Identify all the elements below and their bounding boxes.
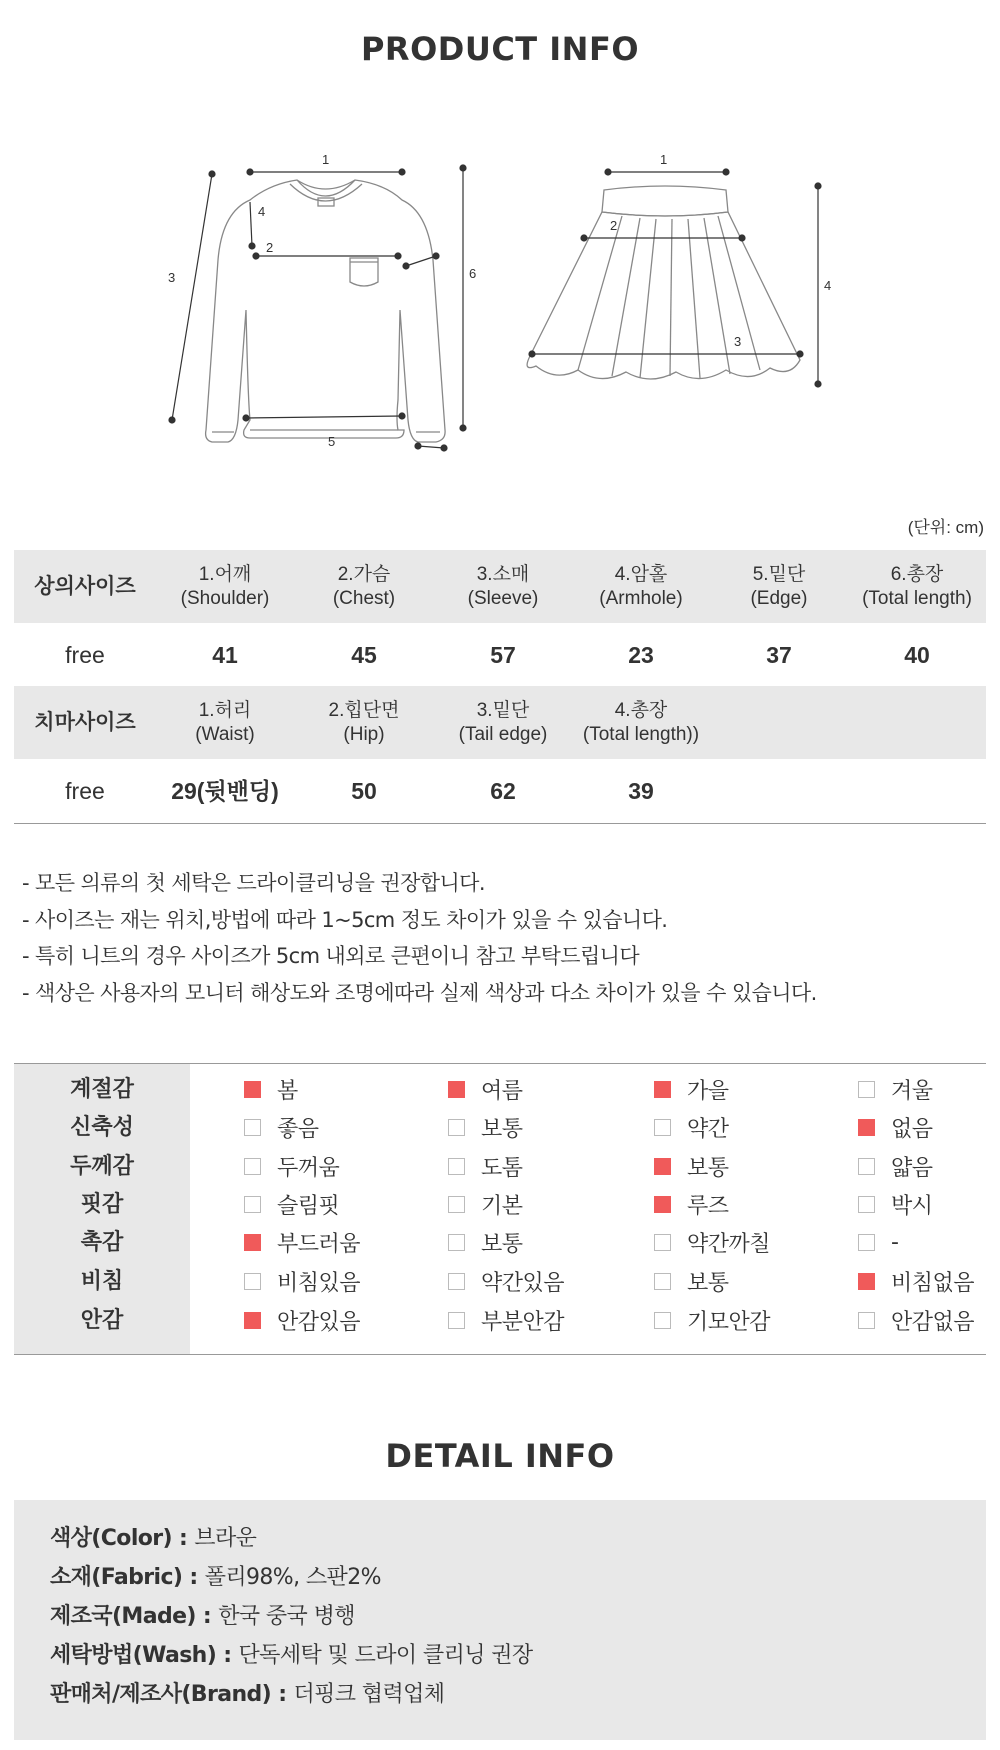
attribute-option[interactable] <box>858 1070 933 1109</box>
detail-value: 브라운 <box>194 1526 257 1551</box>
top-size-name: 상의사이즈 <box>34 574 136 598</box>
unchecked-checkbox[interactable] <box>858 1196 875 1213</box>
detail-key: 세탁방법(Wash) : <box>50 1643 239 1668</box>
attribute-option[interactable] <box>244 1223 360 1262</box>
detail-made <box>50 1602 355 1632</box>
attribute-option-label: 약간까칠 <box>687 1232 771 1257</box>
attribute-table <box>14 1064 986 1354</box>
top-label-4: 4 <box>258 204 266 219</box>
attribute-option-label: 겨울 <box>891 1079 933 1104</box>
attribute-option[interactable] <box>244 1147 339 1186</box>
unchecked-checkbox[interactable] <box>654 1234 671 1251</box>
attribute-option[interactable] <box>858 1185 933 1224</box>
unchecked-checkbox[interactable] <box>858 1312 875 1329</box>
divider <box>14 1354 986 1355</box>
skirt-label-4: 4 <box>824 278 832 293</box>
attribute-option[interactable] <box>654 1147 729 1186</box>
attribute-option-label: 비침있음 <box>277 1271 361 1296</box>
detail-value: 폴리98%, 스판2% <box>204 1565 381 1590</box>
measurement-diagram <box>0 120 1000 480</box>
top-size-table <box>14 550 986 687</box>
unchecked-checkbox[interactable] <box>448 1273 465 1290</box>
skirt-size-value: 50 <box>351 778 377 804</box>
attribute-row <box>14 1301 986 1340</box>
attribute-option[interactable] <box>448 1223 523 1262</box>
top-size-value: 23 <box>628 642 654 668</box>
attribute-option[interactable] <box>448 1301 564 1340</box>
col-en: (Total length)) <box>582 723 700 745</box>
attribute-option-label: 두꺼움 <box>277 1156 340 1181</box>
attribute-option[interactable] <box>858 1147 933 1186</box>
col-num: 5.밑단 <box>752 563 806 585</box>
top-label-5: 5 <box>328 434 336 449</box>
attribute-row <box>14 1147 986 1186</box>
top-size-value-row <box>14 623 986 687</box>
checked-checkbox[interactable] <box>654 1196 671 1213</box>
unchecked-checkbox[interactable] <box>654 1312 671 1329</box>
attribute-name: 계절감 <box>70 1077 134 1102</box>
top-size-col-chest <box>294 563 434 611</box>
attribute-name: 핏감 <box>80 1192 124 1217</box>
checked-checkbox[interactable] <box>858 1119 875 1136</box>
col-en: (Tail edge) <box>458 723 548 745</box>
col-en: (Total length) <box>862 587 972 609</box>
col-en: (Waist) <box>195 723 255 745</box>
col-en: (Hip) <box>343 723 385 745</box>
attribute-option[interactable] <box>654 1301 770 1340</box>
attribute-option[interactable] <box>244 1108 319 1147</box>
top-size-value: 37 <box>766 642 792 668</box>
skirt-size-row-label: free <box>65 778 105 804</box>
skirt-measure-lines <box>529 169 821 387</box>
col-num: 1.어깨 <box>198 563 252 585</box>
top-label-1: 1 <box>322 152 330 167</box>
checked-checkbox[interactable] <box>654 1081 671 1098</box>
skirt-size-value: 29(뒷밴딩) <box>171 778 279 804</box>
attribute-option[interactable] <box>654 1108 729 1147</box>
col-num: 4.총장 <box>614 699 668 721</box>
attribute-name: 비침 <box>80 1269 124 1294</box>
unit-note: (단위: cm) <box>907 518 984 537</box>
skirt-size-col-tail-edge <box>434 699 572 747</box>
attribute-option[interactable] <box>448 1185 523 1224</box>
col-en: (Sleeve) <box>467 587 539 609</box>
col-num: 4.암홀 <box>614 563 668 585</box>
attribute-option-label: 도톰 <box>481 1156 523 1181</box>
detail-value: 단독세탁 및 드라이 클리닝 권장 <box>238 1643 533 1668</box>
skirt-label-1: 1 <box>660 152 668 167</box>
checked-checkbox[interactable] <box>858 1273 875 1290</box>
attribute-option[interactable] <box>244 1262 360 1301</box>
attribute-option-label: 슬림핏 <box>277 1194 340 1219</box>
attribute-option[interactable] <box>244 1185 339 1224</box>
attribute-option-label: 루즈 <box>687 1194 729 1219</box>
detail-value: 한국 중국 병행 <box>218 1604 355 1629</box>
attribute-option[interactable] <box>448 1070 523 1109</box>
skirt-illustration <box>527 186 800 379</box>
care-notes <box>22 865 982 1011</box>
skirt-size-header-row <box>14 686 986 759</box>
attribute-option-label: 가을 <box>687 1079 729 1104</box>
attribute-option-label: 부분안감 <box>481 1310 565 1335</box>
attribute-option-label: 비침없음 <box>891 1271 975 1296</box>
detail-value: 더핑크 협력업체 <box>293 1682 445 1707</box>
skirt-size-table <box>14 686 986 823</box>
checked-checkbox[interactable] <box>244 1312 261 1329</box>
attribute-option-label: 없음 <box>891 1117 933 1142</box>
top-size-col-shoulder <box>156 563 294 611</box>
attribute-option[interactable] <box>654 1223 770 1262</box>
attribute-option[interactable] <box>448 1147 523 1186</box>
top-size-value: 40 <box>904 642 930 668</box>
divider <box>14 823 986 824</box>
top-size-col-edge <box>710 563 848 611</box>
skirt-size-col-waist <box>156 699 294 747</box>
top-size-value: 41 <box>212 642 238 668</box>
attribute-row <box>14 1070 986 1109</box>
col-num: 6.총장 <box>890 563 944 585</box>
top-size-row-label: free <box>65 642 105 668</box>
checked-checkbox[interactable] <box>244 1081 261 1098</box>
top-measure-lines <box>169 165 466 451</box>
attribute-option-label: 봄 <box>277 1079 298 1104</box>
attribute-option-label: 약간있음 <box>481 1271 565 1296</box>
skirt-size-col-hip <box>294 699 434 747</box>
attribute-row <box>14 1108 986 1147</box>
attribute-option[interactable] <box>654 1185 729 1224</box>
skirt-label-2: 2 <box>610 218 618 233</box>
attribute-option-label: 좋음 <box>277 1117 319 1142</box>
col-en: (Chest) <box>332 587 396 609</box>
top-size-col-sleeve <box>434 563 572 611</box>
unchecked-checkbox[interactable] <box>448 1196 465 1213</box>
top-size-col-armhole <box>572 563 710 611</box>
attribute-row <box>14 1223 986 1262</box>
attribute-option[interactable] <box>858 1262 974 1301</box>
skirt-size-value: 62 <box>490 778 516 804</box>
detail-key: 판매처/제조사(Brand) : <box>50 1682 294 1707</box>
skirt-size-value-row <box>14 759 986 823</box>
detail-key: 소재(Fabric) : <box>50 1565 205 1590</box>
attribute-option-label: 기본 <box>481 1194 523 1219</box>
detail-brand <box>50 1680 444 1710</box>
detail-color <box>50 1524 256 1554</box>
attribute-option[interactable] <box>244 1301 360 1340</box>
col-en: (Armhole) <box>599 587 683 609</box>
attribute-option-label: 여름 <box>481 1079 523 1104</box>
top-label-3: 3 <box>168 270 176 285</box>
unchecked-checkbox[interactable] <box>448 1119 465 1136</box>
attribute-name: 신축성 <box>70 1115 134 1140</box>
unchecked-checkbox[interactable] <box>244 1119 261 1136</box>
attribute-option[interactable] <box>654 1262 729 1301</box>
attribute-option[interactable] <box>244 1070 298 1109</box>
attribute-option-label: 박시 <box>891 1194 933 1219</box>
checked-checkbox[interactable] <box>448 1081 465 1098</box>
attribute-option[interactable] <box>858 1108 933 1147</box>
attribute-option-label: 안감없음 <box>891 1310 975 1335</box>
attribute-row <box>14 1185 986 1224</box>
checked-checkbox[interactable] <box>654 1158 671 1175</box>
unchecked-checkbox[interactable] <box>654 1119 671 1136</box>
unchecked-checkbox[interactable] <box>654 1273 671 1290</box>
skirt-size-name: 치마사이즈 <box>34 710 136 734</box>
unchecked-checkbox[interactable] <box>448 1312 465 1329</box>
unchecked-checkbox[interactable] <box>448 1158 465 1175</box>
unchecked-checkbox[interactable] <box>858 1234 875 1251</box>
attribute-option-label: 약간 <box>687 1117 729 1142</box>
detail-key: 색상(Color) : <box>50 1526 195 1551</box>
note-line: - 사이즈는 재는 위치,방법에 따라 1~5cm 정도 차이가 있을 수 있습니다. <box>22 907 668 932</box>
top-size-col-total-length <box>848 563 986 611</box>
unchecked-checkbox[interactable] <box>244 1196 261 1213</box>
attribute-name: 촉감 <box>80 1230 124 1255</box>
product-info-title: PRODUCT INFO <box>360 30 640 68</box>
attribute-option-label: 부드러움 <box>277 1232 361 1257</box>
attribute-option[interactable] <box>654 1070 729 1109</box>
attribute-row <box>14 1262 986 1301</box>
detail-fabric <box>50 1563 381 1593</box>
top-garment-illustration <box>206 180 445 442</box>
unchecked-checkbox[interactable] <box>858 1081 875 1098</box>
col-num: 2.가슴 <box>337 563 391 585</box>
attribute-name: 두께감 <box>70 1154 134 1179</box>
attribute-option[interactable] <box>448 1262 564 1301</box>
unchecked-checkbox[interactable] <box>244 1273 261 1290</box>
detail-key: 제조국(Made) : <box>50 1604 219 1629</box>
note-line: - 특히 니트의 경우 사이즈가 5cm 내외로 큰편이니 참고 부탁드립니다 <box>22 944 640 968</box>
attribute-option[interactable] <box>448 1108 523 1147</box>
skirt-size-col-total-length <box>572 699 710 747</box>
attribute-option[interactable] <box>858 1301 974 1340</box>
note-line: - 모든 의류의 첫 세탁은 드라이클리닝을 권장합니다. <box>22 871 485 895</box>
top-size-value: 57 <box>490 642 516 668</box>
note-line: - 색상은 사용자의 모니터 해상도와 조명에따라 실제 색상과 다소 차이가 있을 수 있습니다. <box>22 980 817 1005</box>
attribute-option-label: 보통 <box>481 1117 523 1142</box>
attribute-option-label: 안감있음 <box>277 1310 361 1335</box>
skirt-size-value: 39 <box>628 778 654 804</box>
col-en: (Edge) <box>750 587 808 609</box>
col-num: 1.허리 <box>198 699 252 721</box>
unchecked-checkbox[interactable] <box>244 1158 261 1175</box>
unchecked-checkbox[interactable] <box>858 1158 875 1175</box>
top-size-value: 45 <box>351 642 377 668</box>
attribute-name: 안감 <box>80 1308 124 1333</box>
attribute-option[interactable] <box>858 1223 898 1262</box>
detail-wash <box>50 1641 533 1671</box>
unchecked-checkbox[interactable] <box>448 1234 465 1251</box>
attribute-option-label: - <box>891 1230 899 1255</box>
top-size-header-row <box>14 550 986 623</box>
col-en: (Shoulder) <box>180 587 270 609</box>
attribute-option-label: 보통 <box>481 1232 523 1257</box>
top-label-2: 2 <box>266 240 274 255</box>
top-label-6: 6 <box>469 266 477 281</box>
attribute-option-label: 기모안감 <box>687 1310 771 1335</box>
attribute-option-label: 보통 <box>687 1271 729 1296</box>
col-num: 2.힙단면 <box>328 699 400 721</box>
attribute-option-label: 얇음 <box>891 1156 933 1181</box>
col-num: 3.소매 <box>476 563 530 585</box>
skirt-label-3: 3 <box>734 334 742 349</box>
detail-info-box <box>14 1500 986 1740</box>
attribute-option-label: 보통 <box>687 1156 729 1181</box>
col-num: 3.밑단 <box>476 699 530 721</box>
checked-checkbox[interactable] <box>244 1234 261 1251</box>
detail-info-title: DETAIL INFO <box>385 1437 615 1475</box>
